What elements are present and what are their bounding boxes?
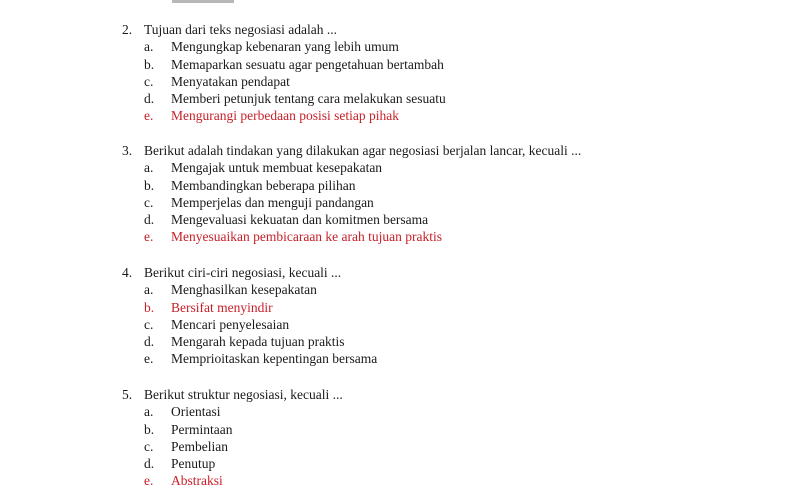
- option-letter: a.: [144, 282, 154, 298]
- option-letter: d.: [144, 212, 155, 228]
- option-text: Memperjelas dan menguji pandangan: [171, 194, 374, 210]
- option-letter: b.: [144, 177, 155, 193]
- option-text: Mengarah kepada tujuan praktis: [171, 334, 345, 350]
- option-letter: b.: [144, 421, 155, 437]
- option-text: Permintaan: [171, 421, 233, 437]
- option-c: [122, 194, 722, 211]
- option-letter: c.: [144, 73, 154, 89]
- question-number: 2.: [122, 22, 133, 37]
- question-line: [122, 264, 722, 281]
- option-a: [122, 159, 722, 176]
- option-e-answer: [122, 472, 722, 489]
- option-text: Memaparkan sesuatu agar pengetahuan bertambah: [171, 56, 444, 72]
- option-letter: e.: [144, 229, 154, 245]
- question-4: [122, 264, 722, 368]
- option-b: [122, 421, 722, 438]
- question-line: [122, 21, 722, 38]
- question-text: Tujuan dari teks negosiasi adalah ...: [144, 22, 337, 37]
- option-text: Memberi petunjuk tentang cara melakukan sesuatu: [171, 91, 446, 107]
- question-number: 4.: [122, 265, 133, 280]
- option-letter: a.: [144, 404, 154, 420]
- option-letter: e.: [144, 473, 154, 489]
- option-letter: b.: [144, 299, 155, 315]
- option-e-answer: [122, 228, 722, 245]
- option-text: Membandingkan beberapa pilihan: [171, 177, 356, 193]
- option-text: Menyatakan pendapat: [171, 73, 290, 89]
- option-letter: e.: [144, 108, 154, 124]
- option-c: [122, 73, 722, 90]
- option-text: Pembelian: [171, 438, 228, 454]
- option-letter: c.: [144, 438, 154, 454]
- question-number: 5.: [122, 387, 133, 402]
- option-text: Mencari penyelesaian: [171, 316, 290, 332]
- question-text: Berikut ciri-ciri negosiasi, kecuali ...: [144, 265, 342, 280]
- option-text: Mengurangi perbedaan posisi setiap pihak: [171, 108, 399, 124]
- option-a: [122, 281, 722, 298]
- option-d: [122, 455, 722, 472]
- question-2: [122, 21, 722, 125]
- option-letter: d.: [144, 456, 155, 472]
- question-number: 3.: [122, 143, 133, 158]
- option-a: [122, 38, 722, 55]
- option-d: [122, 333, 722, 350]
- option-letter: b.: [144, 56, 155, 72]
- option-text: Memprioitaskan kepentingan bersama: [171, 351, 378, 367]
- option-d: [122, 90, 722, 107]
- cropped-text-fragment: [172, 0, 234, 3]
- option-b: [122, 177, 722, 194]
- option-text: Orientasi: [171, 404, 221, 420]
- option-letter: c.: [144, 194, 154, 210]
- option-e-answer: [122, 107, 722, 124]
- option-c: [122, 316, 722, 333]
- option-c: [122, 438, 722, 455]
- option-letter: e.: [144, 351, 154, 367]
- option-letter: d.: [144, 91, 155, 107]
- option-b: [122, 56, 722, 73]
- question-line: [122, 142, 722, 159]
- option-letter: a.: [144, 160, 154, 176]
- option-text: Mengajak untuk membuat kesepakatan: [171, 160, 383, 176]
- question-text: Berikut struktur negosiasi, kecuali ...: [144, 387, 343, 402]
- option-a: [122, 403, 722, 420]
- question-text: Berikut adalah tindakan yang dilakukan agar negosiasi berjalan lancar, kecuali ...: [144, 143, 582, 158]
- option-letter: a.: [144, 39, 154, 55]
- option-letter: d.: [144, 334, 155, 350]
- option-b-answer: [122, 299, 722, 316]
- option-text: Penutup: [171, 456, 216, 472]
- question-5: [122, 386, 722, 490]
- option-text: Bersifat menyindir: [171, 299, 273, 315]
- option-letter: c.: [144, 316, 154, 332]
- option-d: [122, 211, 722, 228]
- option-text: Mengevaluasi kekuatan dan komitmen bersama: [171, 212, 429, 228]
- question-3: [122, 142, 722, 246]
- option-e: [122, 350, 722, 367]
- question-line: [122, 386, 722, 403]
- option-text: Menyesuaikan pembicaraan ke arah tujuan praktis: [171, 229, 443, 245]
- option-text: Abstraksi: [171, 473, 223, 489]
- option-text: Mengungkap kebenaran yang lebih umum: [171, 39, 399, 55]
- option-text: Menghasilkan kesepakatan: [171, 282, 317, 298]
